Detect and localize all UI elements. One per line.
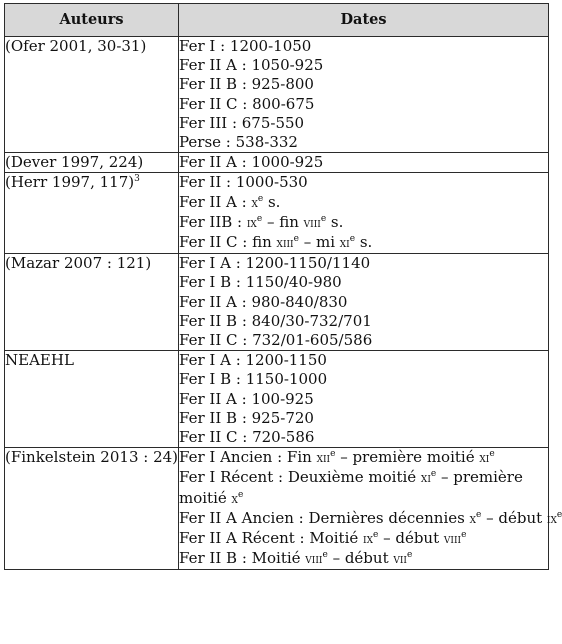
date-line: Fer I : 1200-1050 <box>179 37 312 55</box>
superscript: e <box>293 234 299 245</box>
date-line <box>179 529 548 549</box>
date-line: Fer II A : 100-925 <box>179 389 314 408</box>
date-text: Fer II : 1000-530 <box>179 173 308 192</box>
date-line <box>179 508 562 529</box>
century-numeral: x <box>251 195 258 211</box>
century-numeral: ix <box>546 511 557 527</box>
date-text: s. <box>263 192 281 211</box>
superscript: e <box>461 530 467 541</box>
superscript: e <box>256 213 263 224</box>
date-line: Fer II C : 800-675 <box>179 94 315 113</box>
author-cell <box>5 37 179 153</box>
author-cell <box>5 351 179 448</box>
date-text: Fer II C : fin <box>179 233 277 252</box>
author-text: (Dever 1997, 224) <box>5 153 144 172</box>
date-line: Fer III : 675-550 <box>179 113 305 132</box>
date-line: Fer II B : 840/30-732/701 <box>179 311 372 330</box>
century-numeral: ix <box>246 215 257 231</box>
date-text: – mi <box>298 233 340 252</box>
dates-cell <box>179 254 549 351</box>
century-numeral: vii <box>393 552 407 568</box>
author-cell <box>5 173 179 254</box>
superscript: e <box>349 234 356 245</box>
author-text: (Ofer 2001, 30-31) <box>5 37 147 55</box>
date-text: s. <box>326 212 344 231</box>
table-row <box>5 153 549 173</box>
header-row <box>5 4 549 37</box>
superscript: e <box>430 469 437 480</box>
table-row <box>5 254 549 351</box>
date-line <box>179 173 548 192</box>
date-text: – début <box>327 549 394 568</box>
date-text: – début <box>481 508 547 527</box>
date-line: Fer II B : 925-720 <box>179 408 314 427</box>
footnote-marker: 3 <box>134 174 140 185</box>
author-text: (Herr 1997, 117) <box>5 173 135 192</box>
date-line <box>179 213 548 233</box>
date-line: Fer II C : 732/01-605/586 <box>179 331 373 350</box>
date-text: moitié <box>179 488 232 507</box>
chronology-table-container <box>4 3 562 570</box>
date-line <box>179 193 548 213</box>
table-row <box>5 448 549 570</box>
date-line: Perse : 538-332 <box>179 133 298 152</box>
header-dates: Dates <box>179 4 549 37</box>
date-line <box>179 468 548 488</box>
date-text: Fer IIB : <box>179 212 247 231</box>
century-numeral: viii <box>303 215 321 231</box>
century-numeral: viii <box>305 552 323 568</box>
date-line: Fer II A : 980-840/830 <box>179 292 348 311</box>
date-text: – première moitié <box>335 448 480 467</box>
century-numeral: x <box>469 511 477 527</box>
date-line <box>179 549 548 569</box>
superscript: e <box>320 213 327 224</box>
date-line: Fer II A : 1000-925 <box>179 153 324 172</box>
table-row <box>5 173 549 254</box>
dates-cell <box>179 173 549 254</box>
dates-cell <box>179 448 562 570</box>
superscript: e <box>322 550 328 561</box>
century-numeral: xii <box>316 451 331 467</box>
author-cell <box>5 448 179 570</box>
superscript: e <box>489 449 495 460</box>
date-line: Fer I B : 1150-1000 <box>179 370 328 389</box>
table-row <box>5 351 549 448</box>
date-text: Fer II A : <box>179 192 252 211</box>
century-numeral: xi <box>479 451 490 467</box>
date-line: Fer I B : 1150/40-980 <box>179 273 342 292</box>
dates-cell <box>179 153 549 173</box>
author-text: (Mazar 2007 : 121) <box>5 254 152 273</box>
header-authors: Auteurs <box>5 4 179 37</box>
date-text: Fer I Récent : Deuxième moitié <box>179 468 421 487</box>
table-header <box>5 4 549 37</box>
superscript: e <box>330 449 336 460</box>
superscript: e <box>476 509 482 520</box>
author-cell <box>5 153 179 173</box>
dates-cell <box>179 351 549 448</box>
superscript: e <box>372 530 379 541</box>
century-numeral: xiii <box>276 236 294 252</box>
dates-cell <box>179 37 549 153</box>
date-line: Fer I A : 1200-1150/1140 <box>179 254 371 273</box>
century-numeral: ix <box>363 532 373 548</box>
date-text: Fer II A Ancien : Dernières décennies <box>179 508 470 527</box>
date-line: Fer II C : 720-586 <box>179 428 315 447</box>
author-text: NEAEHL <box>5 351 74 370</box>
date-text: Fer II A Récent : Moitié <box>179 529 364 548</box>
superscript: e <box>237 489 244 500</box>
century-numeral: xi <box>420 471 431 487</box>
date-text: – début <box>378 529 444 548</box>
date-text: – première <box>436 468 523 487</box>
table-row <box>5 37 549 153</box>
date-line: Fer II B : 925-800 <box>179 75 314 94</box>
date-text: s. <box>355 233 373 252</box>
date-text: Fer I Ancien : Fin <box>179 448 317 467</box>
author-text: (Finkelstein 2013 : 24) <box>5 448 179 467</box>
century-numeral: xi <box>339 236 350 252</box>
superscript: e <box>407 550 413 561</box>
author-cell <box>5 254 179 351</box>
date-line: Fer II A : 1050-925 <box>179 56 324 75</box>
century-numeral: viii <box>443 532 462 548</box>
date-line <box>179 489 548 509</box>
date-text: – fin <box>262 212 304 231</box>
date-text: Fer II B : Moitié <box>179 549 306 568</box>
table-body <box>5 37 562 570</box>
date-line <box>179 448 548 468</box>
date-line: Fer I A : 1200-1150 <box>179 351 327 370</box>
century-numeral: x <box>231 491 238 507</box>
superscript: e <box>556 509 562 520</box>
superscript: e <box>257 193 264 204</box>
chronology-table <box>4 3 562 570</box>
date-line <box>179 233 548 253</box>
